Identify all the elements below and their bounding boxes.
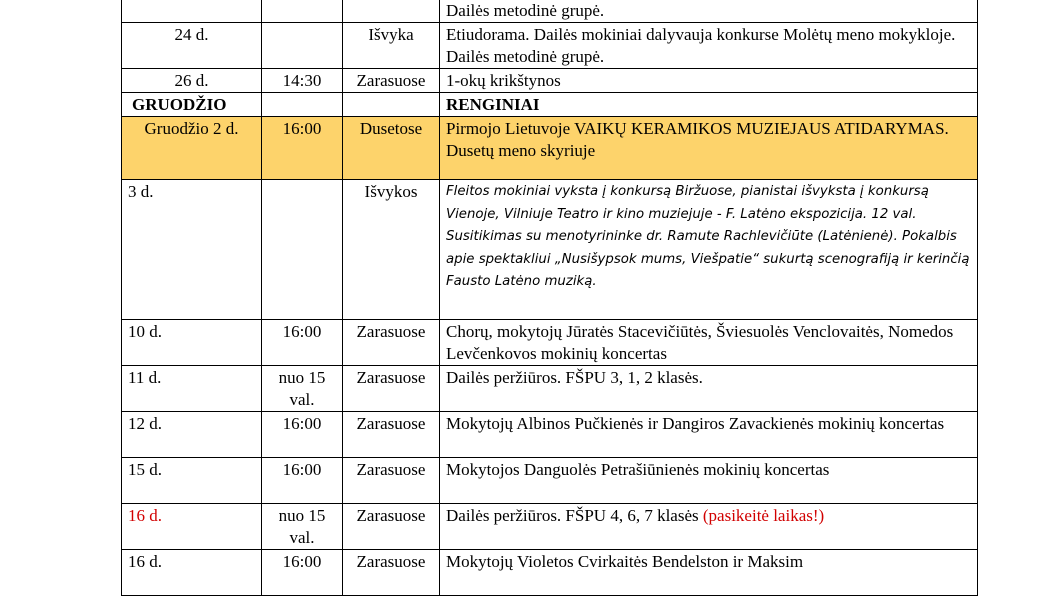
description-cell: Mokytojos Danguolės Petrašiūnienės mokinių koncertas	[440, 458, 978, 504]
table-row	[122, 69, 978, 93]
description-cell: 1-okų krikštynos	[440, 69, 978, 93]
description-text: Dailės peržiūros. FŠPU 4, 6, 7 klasės	[446, 506, 699, 525]
date-cell: 11 d.	[122, 366, 262, 412]
place-cell: Zarasuose	[343, 412, 440, 458]
schedule-table	[121, 0, 978, 596]
place-cell: Zarasuose	[343, 550, 440, 596]
time-cell: 16:00	[262, 550, 343, 596]
place-cell	[343, 93, 440, 117]
place-cell: Dusetose	[343, 117, 440, 180]
place-cell: Zarasuose	[343, 504, 440, 550]
date-cell: 24 d.	[122, 23, 262, 69]
section-header-row	[122, 93, 978, 117]
date-cell	[122, 0, 262, 23]
time-cell: 16:00	[262, 412, 343, 458]
place-cell	[343, 0, 440, 23]
description-cell: Pirmojo Lietuvoje VAIKŲ KERAMIKOS MUZIEJAUS ATIDARYMAS. Dusetų meno skyriuje	[440, 117, 978, 180]
table-row	[122, 550, 978, 596]
table-row	[122, 0, 978, 23]
time-cell	[262, 23, 343, 69]
time-cell: 16:00	[262, 458, 343, 504]
changed-time-note: (pasikeitė laikas!)	[702, 506, 825, 525]
date-cell: Gruodžio 2 d.	[122, 117, 262, 180]
date-cell: 10 d.	[122, 320, 262, 366]
table-row	[122, 366, 978, 412]
table-row	[122, 180, 978, 320]
date-cell: 16 d.	[122, 504, 262, 550]
date-cell: 16 d.	[122, 550, 262, 596]
place-cell: Išvykos	[343, 180, 440, 320]
table-row	[122, 458, 978, 504]
table-row	[122, 320, 978, 366]
description-cell: Chorų, mokytojų Jūratės Stacevičiūtės, Šviesuolės Venclovaitės, Nomedos Levčenkovos mokinių koncertas	[440, 320, 978, 366]
date-cell: 3 d.	[122, 180, 262, 320]
place-cell: Zarasuose	[343, 458, 440, 504]
date-cell: 15 d.	[122, 458, 262, 504]
time-cell	[262, 0, 343, 23]
place-cell: Zarasuose	[343, 366, 440, 412]
place-cell: Zarasuose	[343, 69, 440, 93]
time-cell: 16:00	[262, 320, 343, 366]
time-cell: 16:00	[262, 117, 343, 180]
place-cell: Zarasuose	[343, 320, 440, 366]
time-cell: nuo 15 val.	[262, 504, 343, 550]
events-heading: RENGINIAI	[440, 93, 978, 117]
time-cell: nuo 15 val.	[262, 366, 343, 412]
time-cell	[262, 93, 343, 117]
description-cell: Mokytojų Albinos Pučkienės ir Dangiros Zavackienės mokinių koncertas	[440, 412, 978, 458]
place-cell: Išvyka	[343, 23, 440, 69]
table-row	[122, 412, 978, 458]
time-cell: 14:30	[262, 69, 343, 93]
description-cell: Dailės peržiūros. FŠPU 3, 1, 2 klasės.	[440, 366, 978, 412]
description-cell	[440, 504, 978, 550]
date-cell: 26 d.	[122, 69, 262, 93]
description-cell: Etiudorama. Dailės mokiniai dalyvauja konkurse Molėtų meno mokykloje. Dailės metodinė grupė.	[440, 23, 978, 69]
date-cell: 12 d.	[122, 412, 262, 458]
description-cell: Mokytojų Violetos Cvirkaitės Bendelston ir Maksim	[440, 550, 978, 596]
month-heading: GRUODŽIO	[122, 93, 262, 117]
description-cell: Fleitos mokiniai vyksta į konkursą Biržuose, pianistai išvyksta į konkursą Vienoje, Vilniuje Teatro ir kino muziejuje - F. Latėno ekspozicija. 12 val. Susitikimas su menotyrininke dr. Ramute Rachlevičiūte (Latėnienė). Pokalbis apie spektakliui „Nusišypsok mums, Viešpatie“ sukurtą scenografiją ir kerinčią Fausto Latėno muziką.	[440, 180, 978, 320]
description-cell: Dailės metodinė grupė.	[440, 0, 978, 23]
table-row	[122, 23, 978, 69]
highlighted-row	[122, 117, 978, 180]
time-cell	[262, 180, 343, 320]
table-row	[122, 504, 978, 550]
